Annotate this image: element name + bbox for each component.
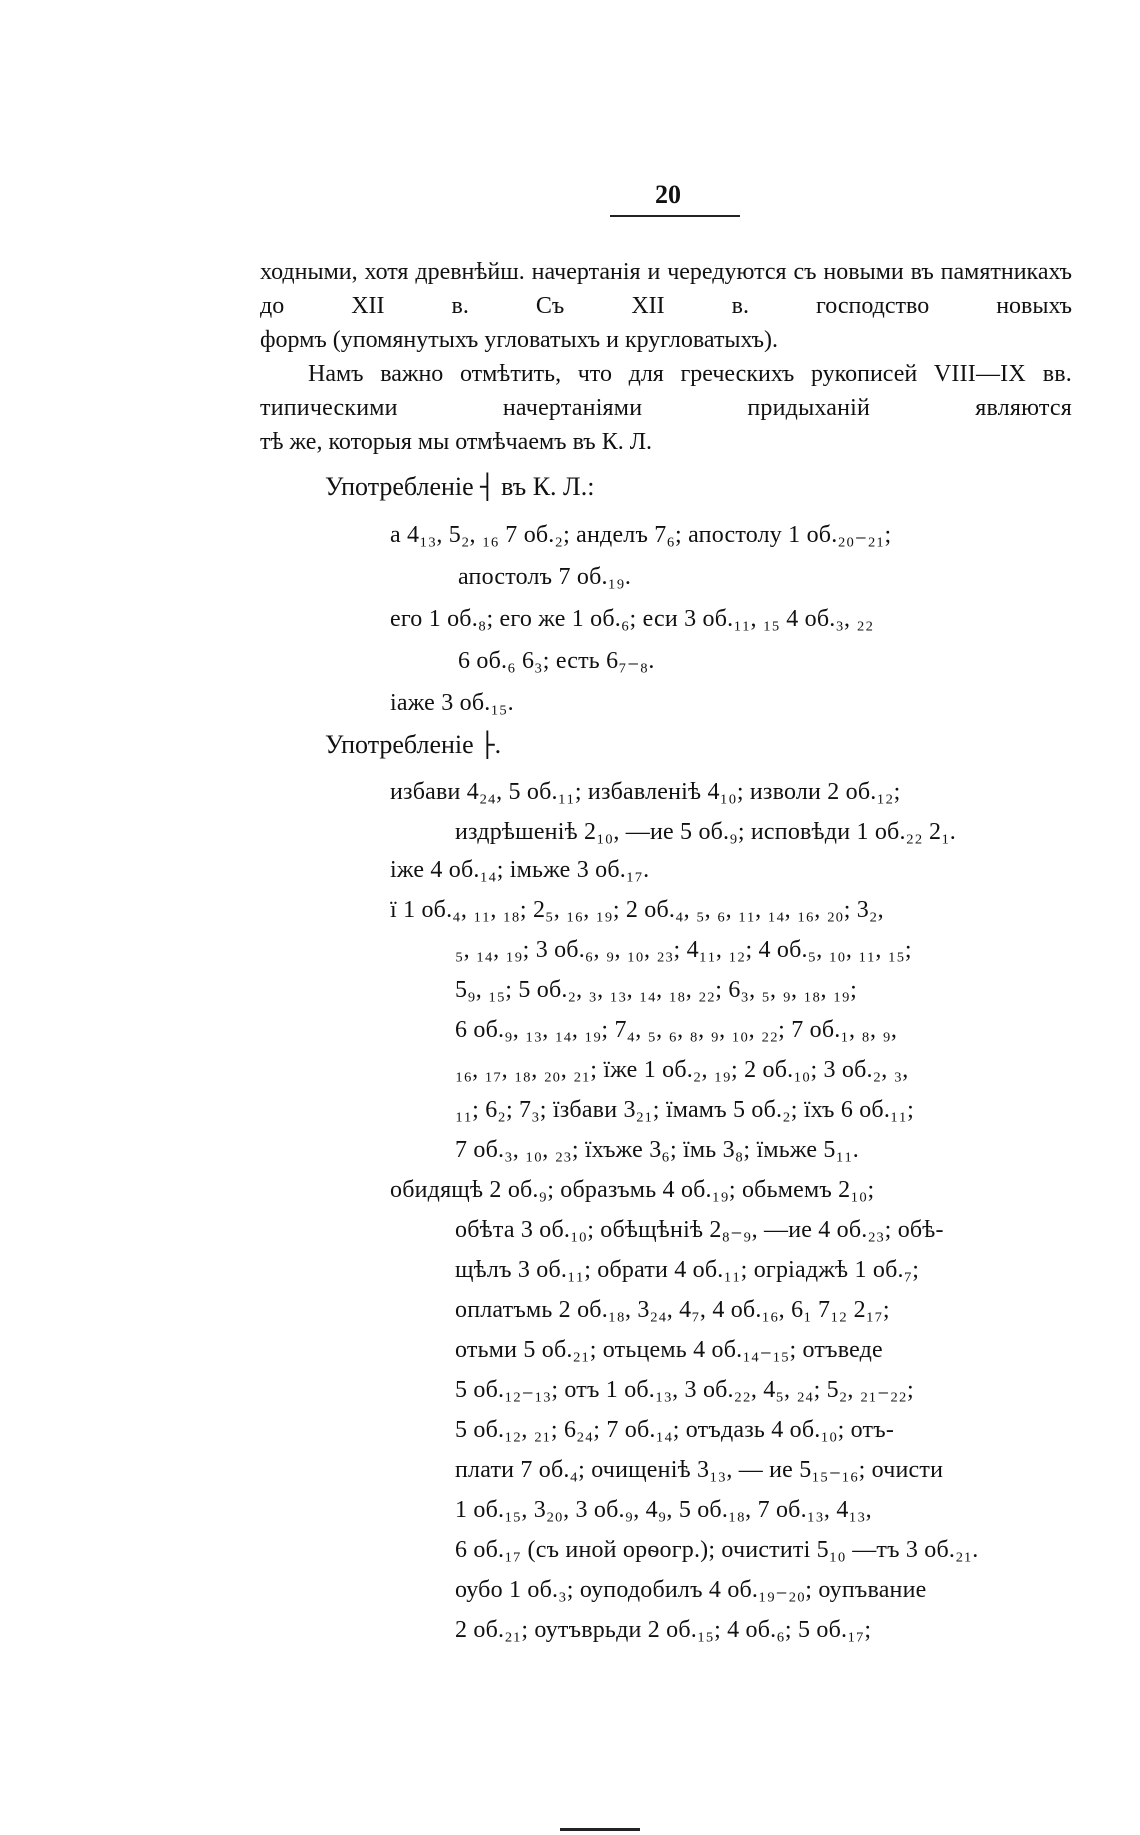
entry-line: ₁₁; 6₂; 7₃; їзбави 3₂₁; їмамъ 5 об.₂; їхъ 6 об.₁₁;	[455, 1097, 915, 1123]
entry-line: ₅, ₁₄, ₁₉; 3 об.₆, ₉, ₁₀, ₂₃; 4₁₁, ₁₂; 4 об.₅, ₁₀, ₁₁, ₁₅;	[455, 937, 912, 963]
header-rule	[610, 215, 740, 217]
entry-line: 1 об.₁₅, 3₂₀, 3 об.₉, 4₉, 5 об.₁₈, 7 об.₁₃, 4₁₃,	[455, 1497, 872, 1523]
entry-line: избави 4₂₄, 5 об.₁₁; избавленіѣ 4₁₀; изволи 2 об.₁₂;	[390, 779, 901, 805]
entry-line: 7 об.₃, ₁₀, ₂₃; їхъже 3₆; їмь 3₈; їмьже 5₁₁.	[455, 1137, 859, 1163]
entry-line: плати 7 об.₄; очищеніѣ 3₁₃, — ие 5₁₅₋₁₆; очисти	[455, 1457, 944, 1483]
entry-line: іже 4 об.₁₄; імьже 3 об.₁₇.	[390, 857, 650, 883]
rough-breathing-mark-icon: ┤	[480, 473, 495, 501]
text-line: VIII—IX вв. типическими начертаніями придыханій являются	[260, 361, 1073, 421]
entry-line: ї 1 об.₄, ₁₁, ₁₈; 2₅, ₁₆, ₁₉; 2 об.₄, ₅, ₆, ₁₁, ₁₄, ₁₆, ₂₀; 3₂,	[390, 897, 884, 923]
entry-line: а 4₁₃, 5₂, ₁₆ 7 об.₂; анделъ 7₆; апостолу 1 об.₂₀₋₂₁;	[390, 522, 892, 548]
text-line: въ памятникахъ до XII в. Съ XII в. господство новыхъ	[260, 259, 1073, 319]
bottom-rule	[560, 1828, 640, 1831]
paragraph-continued	[260, 255, 1072, 357]
page-number: 20	[655, 180, 681, 209]
smooth-breathing-mark-icon: ├	[480, 731, 495, 759]
entry-line: отьми 5 об.₂₁; отьцемь 4 об.₁₄₋₁₅; отъведе	[455, 1337, 883, 1363]
entry-line: ₁₆, ₁₇, ₁₈, ₂₀, ₂₁; їже 1 об.₂, ₁₉; 2 об.₁₀; 3 об.₂, ₃,	[455, 1057, 909, 1083]
entry-line: издрѣшеніѣ 2₁₀, —ие 5 об.₉; исповѣди 1 об.₂₂ 2₁.	[455, 819, 956, 845]
heading-context: въ К. Л.:	[501, 472, 595, 501]
text-line: тѣ же, которыя мы отмѣчаемъ въ К. Л.	[260, 429, 653, 455]
entry-line: его 1 об.₈; его же 1 об.₆; еси 3 об.₁₁, ₁₅ 4 об.₃, ₂₂	[390, 606, 874, 632]
paragraph-greek-manuscripts	[260, 357, 1072, 459]
entry-line: обидящѣ 2 об.₉; образъмь 4 об.₁₉; обьмемъ 2₁₀;	[390, 1177, 875, 1203]
entry-line: оубо 1 об.₃; оуподобилъ 4 об.₁₉₋₂₀; оупъвание	[455, 1577, 927, 1603]
entry-line: 5 об.₁₂, ₂₁; 6₂₄; 7 об.₁₄; отъдазь 4 об.₁₀; отъ-	[455, 1417, 895, 1443]
entry-line: апостолъ 7 об.₁₉.	[458, 564, 632, 590]
entry-line: 6 об.₉, ₁₃, ₁₄, ₁₉; 7₄, ₅, ₆, ₈, ₉, ₁₀, ₂₂; 7 об.₁, ₈, ₉,	[455, 1017, 898, 1043]
text-line: Намъ важно отмѣтить, что для греческихъ рукописей	[308, 361, 918, 387]
entry-line: щѣлъ 3 об.₁₁; обрати 4 об.₁₁; огріаджѣ 1 об.₇;	[455, 1257, 920, 1283]
entry-line: 2 об.₂₁; оутъврьди 2 об.₁₅; 4 об.₆; 5 об.₁₇;	[455, 1617, 872, 1643]
entry-line: іаже 3 об.₁₅.	[390, 690, 514, 716]
section-heading-1	[325, 472, 594, 502]
entry-line: обѣта 3 об.₁₀; обѣщѣніѣ 2₈₋₉, —ие 4 об.₂₃; обѣ-	[455, 1217, 944, 1243]
section-heading-2	[325, 730, 501, 760]
entry-line: 6 об.₁₇ (съ иной орѳогр.); очиститі 5₁₀ —тъ 3 об.₂₁.	[455, 1537, 979, 1563]
entry-line: оплатъмь 2 об.₁₈, 3₂₄, 4₇, 4 об.₁₆, 6₁ 7₁₂ 2₁₇;	[455, 1297, 890, 1323]
entry-line: 6 об.₆ 6₃; есть 6₇₋₈.	[458, 648, 655, 674]
entry-line: 5 об.₁₂₋₁₃; отъ 1 об.₁₃, 3 об.₂₂, 4₅, ₂₄; 5₂, ₂₁₋₂₂;	[455, 1377, 914, 1403]
entry-line: 5₉, ₁₅; 5 об.₂, ₃, ₁₃, ₁₄, ₁₈, ₂₂; 6₃, ₅, ₉, ₁₈, ₁₉;	[455, 977, 857, 1003]
text-line: ходными, хотя древнѣйш. начертанія и чередуются съ новыми	[260, 259, 904, 285]
heading-label: Употребленіе	[325, 730, 474, 759]
heading-period: .	[494, 730, 502, 759]
heading-label: Употребленіе	[325, 472, 474, 501]
text-line: формъ (упомянутыхъ угловатыхъ и кругловатыхъ).	[260, 327, 779, 353]
